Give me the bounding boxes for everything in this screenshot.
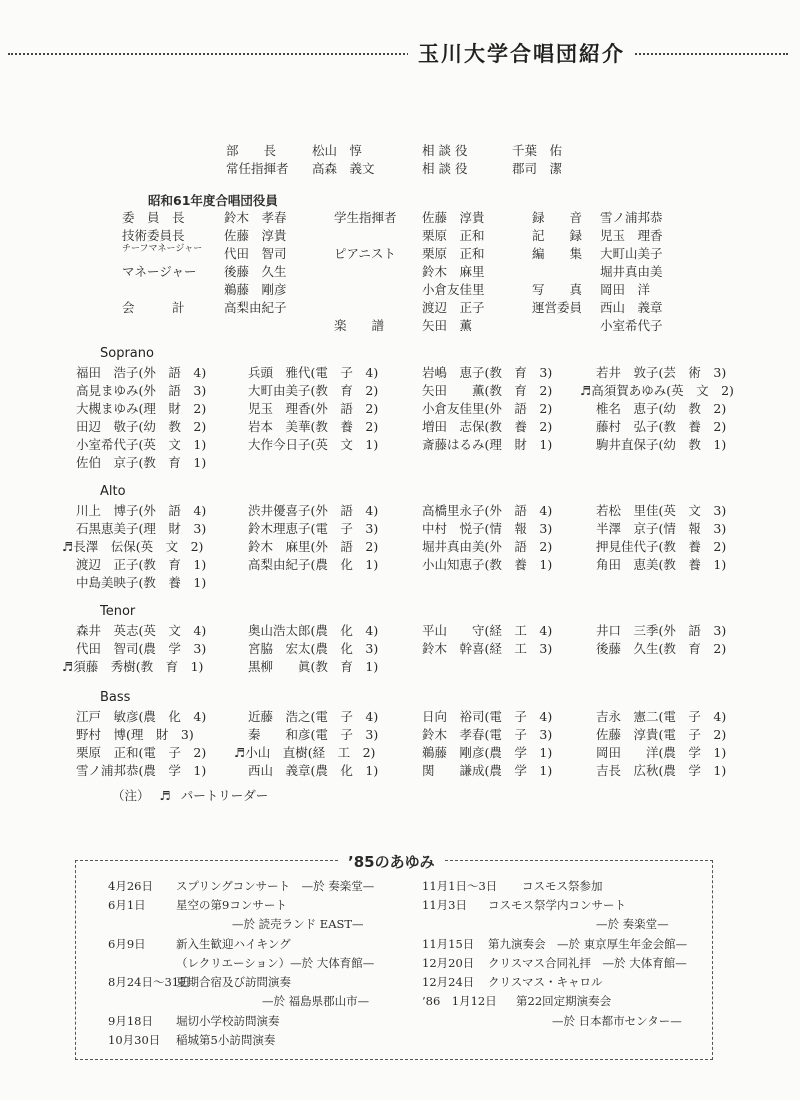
section-title-tenor: Tenor: [100, 604, 136, 619]
member-entry: 田辺 敬子(幼 教 2): [76, 419, 207, 434]
list-item: [422, 897, 626, 914]
event-date: 9月18日: [108, 1014, 153, 1028]
member-entry: 福田 浩子(外 語 4): [76, 365, 207, 380]
member-entry: 吉長 広秋(農 学 1): [596, 763, 727, 778]
event-date: 11月3日: [422, 898, 467, 912]
event-text: 夏期合宿及び訪問演奏: [176, 975, 291, 989]
list-item: [108, 1032, 276, 1049]
list-item: [422, 955, 687, 972]
member-entry: 佐藤 淳貴(電 子 2): [596, 727, 727, 742]
event-date: 11月1日〜3日: [422, 879, 498, 893]
officer-role: 楽 譜: [334, 318, 385, 333]
event-text: 第九演奏会 —於 東京厚生年金会館—: [488, 937, 688, 951]
member-entry: 増田 志保(教 養 2): [422, 419, 553, 434]
officer-name: 矢田 薫: [422, 318, 473, 333]
event-venue: —於 福島県郡山市—: [262, 994, 370, 1008]
list-item: [422, 993, 612, 1010]
member-entry: 堀井真由美(外 語 2): [422, 539, 553, 554]
officer-name: 小室希代子: [600, 318, 663, 333]
section-title-alto: Alto: [100, 484, 126, 499]
advisor-name: 千葉 佑: [512, 143, 563, 158]
member-entry: 秦 和彦(電 子 3): [248, 727, 379, 742]
member-entry: 後藤 久生(教 育 2): [596, 641, 727, 656]
event-venue: —於 日本都市センター—: [552, 1014, 682, 1028]
list-item: [108, 936, 291, 953]
list-item: [422, 936, 688, 953]
member-entry: 渋井優喜子(外 語 4): [248, 503, 379, 518]
member-entry: 中村 悦子(情 報 3): [422, 521, 553, 536]
member-entry: 西山 義章(農 化 1): [248, 763, 379, 778]
member-entry: 森井 英志(英 文 4): [76, 623, 207, 638]
officer-name: 鈴木 孝春: [224, 210, 287, 225]
event-date: 12月20日: [422, 956, 475, 970]
member-entry: 矢田 薫(教 育 2): [422, 383, 553, 398]
member-entry: 大槻まゆみ(理 財 2): [76, 401, 207, 416]
advisor-name: 松山 惇: [312, 143, 363, 158]
event-venue: （レクリエーション）—於 大体育館—: [176, 956, 375, 970]
page-title: 玉川大学合唱団紹介: [408, 38, 635, 68]
header-rule: [8, 53, 788, 55]
event-text: 堀切小学校訪問演奏: [176, 1014, 280, 1028]
advisor-name: 郡司 潔: [512, 161, 563, 176]
member-entry: 鈴木 幹喜(経 工 3): [422, 641, 553, 656]
member-entry: 藤村 弘子(教 養 2): [596, 419, 727, 434]
member-entry: 吉永 憲二(電 子 4): [596, 709, 727, 724]
event-date: 6月9日: [108, 937, 146, 951]
event-date: 12月24日: [422, 975, 475, 989]
member-entry: 押見佳代子(教 養 2): [596, 539, 727, 554]
history-title: ’85のあゆみ: [340, 851, 443, 872]
officer-role: 委 員 長: [122, 210, 185, 225]
list-item: [108, 878, 375, 895]
list-item: [108, 1013, 280, 1030]
footnote: [112, 786, 268, 804]
officer-role: 会 計: [122, 300, 185, 315]
member-entry: 岩嶋 恵子(教 育 3): [422, 365, 553, 380]
section-title-bass: Bass: [100, 690, 131, 705]
member-entry: ♬高須賀あゆみ(英 文 2): [580, 383, 734, 398]
music-note-icon: ♬: [159, 788, 171, 803]
member-entry: 高見まゆみ(外 語 3): [76, 383, 207, 398]
officer-name: 栗原 正和: [422, 246, 485, 261]
member-entry: 中島美映子(教 養 1): [76, 575, 207, 590]
member-entry: 渡辺 正子(教 育 1): [76, 557, 207, 572]
event-text: 第22回定期演奏会: [516, 994, 612, 1008]
officer-role: 記 録: [532, 228, 583, 243]
member-entry: ♬長澤 伝保(英 文 2): [62, 539, 204, 554]
officer-name: 佐藤 淳貴: [224, 228, 287, 243]
member-entry: 椎名 恵子(幼 教 2): [596, 401, 727, 416]
list-item: [108, 897, 287, 914]
member-entry: 若松 里佳(英 文 3): [596, 503, 727, 518]
event-date: 8月24日〜31日: [108, 975, 191, 989]
member-entry: 岡田 洋(農 学 1): [596, 745, 727, 760]
officer-name: 佐藤 淳貴: [422, 210, 485, 225]
member-entry: 大作今日子(英 文 1): [248, 437, 379, 452]
member-entry: 兵頭 雅代(電 子 4): [248, 365, 379, 380]
member-entry: ♬小山 直樹(経 工 2): [234, 745, 376, 760]
event-text: コスモス祭学内コンサート: [488, 898, 626, 912]
member-entry: 鈴木 孝春(電 子 3): [422, 727, 553, 742]
member-entry: 江戸 敏彦(農 化 4): [76, 709, 207, 724]
member-entry: 鈴木理恵子(電 子 3): [248, 521, 379, 536]
officer-role: 編 集: [532, 246, 583, 261]
event-date: ’86 1月12日: [422, 994, 497, 1008]
member-entry: 川上 博子(外 語 4): [76, 503, 207, 518]
event-text: 星空の第9コンサート: [176, 898, 287, 912]
member-entry: 栗原 正和(電 子 2): [76, 745, 207, 760]
officer-name: 渡辺 正子: [422, 300, 485, 315]
officer-name: 雪ノ浦邦恭: [600, 210, 663, 225]
member-entry: 平山 守(経 工 4): [422, 623, 553, 638]
member-entry: 駒井直保子(幼 教 1): [596, 437, 727, 452]
member-entry: 関 謙成(農 学 1): [422, 763, 553, 778]
member-entry: 若井 敦子(芸 術 3): [596, 365, 727, 380]
officer-role: 写 真: [532, 282, 583, 297]
officer-name: 栗原 正和: [422, 228, 485, 243]
advisor-name: 高森 義文: [312, 161, 375, 176]
officers-title: 昭和61年度合唱団役員: [148, 193, 278, 208]
officer-role: マネージャー: [122, 264, 197, 279]
member-entry: 佐伯 京子(教 育 1): [76, 455, 207, 470]
member-entry: 小倉友佳里(外 語 2): [422, 401, 553, 416]
member-entry: 岩本 美華(教 養 2): [248, 419, 379, 434]
member-entry: 黒柳 眞(教 育 1): [248, 659, 379, 674]
event-text: 新入生歓迎ハイキング: [176, 937, 291, 951]
officer-name: 鈴木 麻里: [422, 264, 485, 279]
member-entry: 斎藤はるみ(理 財 1): [422, 437, 553, 452]
officer-role: 運営委員: [532, 300, 583, 315]
advisor-role: 常任指揮者: [226, 161, 289, 176]
event-text: スプリングコンサート —於 奏楽堂—: [176, 879, 375, 893]
officer-name: 高梨由紀子: [224, 300, 287, 315]
advisor-role: 相 談 役: [422, 143, 468, 158]
officer-name: 代田 智司: [224, 246, 287, 261]
officer-name: 西山 義章: [600, 300, 663, 315]
officer-name: 堀井真由美: [600, 264, 663, 279]
officer-role: 録 音: [532, 210, 583, 225]
event-date: 10月30日: [108, 1033, 161, 1047]
member-entry: 高橋里永子(外 語 4): [422, 503, 553, 518]
officer-name: 岡田 洋: [600, 282, 651, 297]
member-entry: 近藤 浩之(電 子 4): [248, 709, 379, 724]
section-title-soprano: Soprano: [100, 346, 154, 361]
advisor-role: 部 長: [226, 143, 277, 158]
member-entry: 角田 恵美(教 養 1): [596, 557, 727, 572]
member-entry: 小山知恵子(教 養 1): [422, 557, 553, 572]
footnote-label: （注）: [112, 788, 150, 803]
officer-role: 技術委員長: [122, 228, 185, 243]
advisor-role: 相 談 役: [422, 161, 468, 176]
member-entry: ♬須藤 秀樹(教 育 1): [62, 659, 204, 674]
member-entry: 小室希代子(英 文 1): [76, 437, 207, 452]
officer-name: 後藤 久生: [224, 264, 287, 279]
member-entry: 奥山浩太郎(農 化 4): [248, 623, 379, 638]
event-venue: —於 読売ランド EAST—: [232, 917, 364, 931]
member-entry: 日向 裕司(電 子 4): [422, 709, 553, 724]
member-entry: 半澤 京子(情 報 3): [596, 521, 727, 536]
list-item: [422, 878, 603, 895]
event-date: 4月26日: [108, 879, 153, 893]
event-text: コスモス祭参加: [522, 879, 603, 893]
officer-role: 学生指揮者: [334, 210, 397, 225]
event-text: 稲城第5小訪問演奏: [176, 1033, 276, 1047]
officer-name: 小倉友佳里: [422, 282, 485, 297]
member-entry: 宮脇 宏太(農 化 3): [248, 641, 379, 656]
list-item: [108, 974, 291, 991]
officer-role: ピアニスト: [334, 246, 396, 261]
officer-name: 鵜藤 剛彦: [224, 282, 287, 297]
member-entry: 石黒恵美子(理 財 3): [76, 521, 207, 536]
member-entry: 井口 三季(外 語 3): [596, 623, 727, 638]
member-entry: 鵜藤 剛彦(農 学 1): [422, 745, 553, 760]
footnote-text: パートリーダー: [180, 788, 269, 803]
member-entry: 鈴木 麻里(外 語 2): [248, 539, 379, 554]
member-entry: 高梨由紀子(農 化 1): [248, 557, 379, 572]
event-text: クリスマス合同礼拝 —於 大体育館—: [488, 956, 687, 970]
member-entry: 雪ノ浦邦恭(農 学 1): [76, 763, 207, 778]
event-date: 11月15日: [422, 937, 475, 951]
event-text: クリスマス・キャロル: [488, 975, 603, 989]
member-entry: 児玉 理香(外 語 2): [248, 401, 379, 416]
officer-role: チーフマネージャー: [122, 244, 203, 254]
officer-name: 児玉 理香: [600, 228, 663, 243]
list-item: [422, 974, 603, 991]
event-date: 6月1日: [108, 898, 146, 912]
member-entry: 代田 智司(農 学 3): [76, 641, 207, 656]
event-venue: —於 奏楽堂—: [596, 917, 669, 931]
member-entry: 野村 博(理 財 3): [76, 727, 194, 742]
officer-name: 大町山美子: [600, 246, 663, 261]
member-entry: 大町由美子(教 育 2): [248, 383, 379, 398]
